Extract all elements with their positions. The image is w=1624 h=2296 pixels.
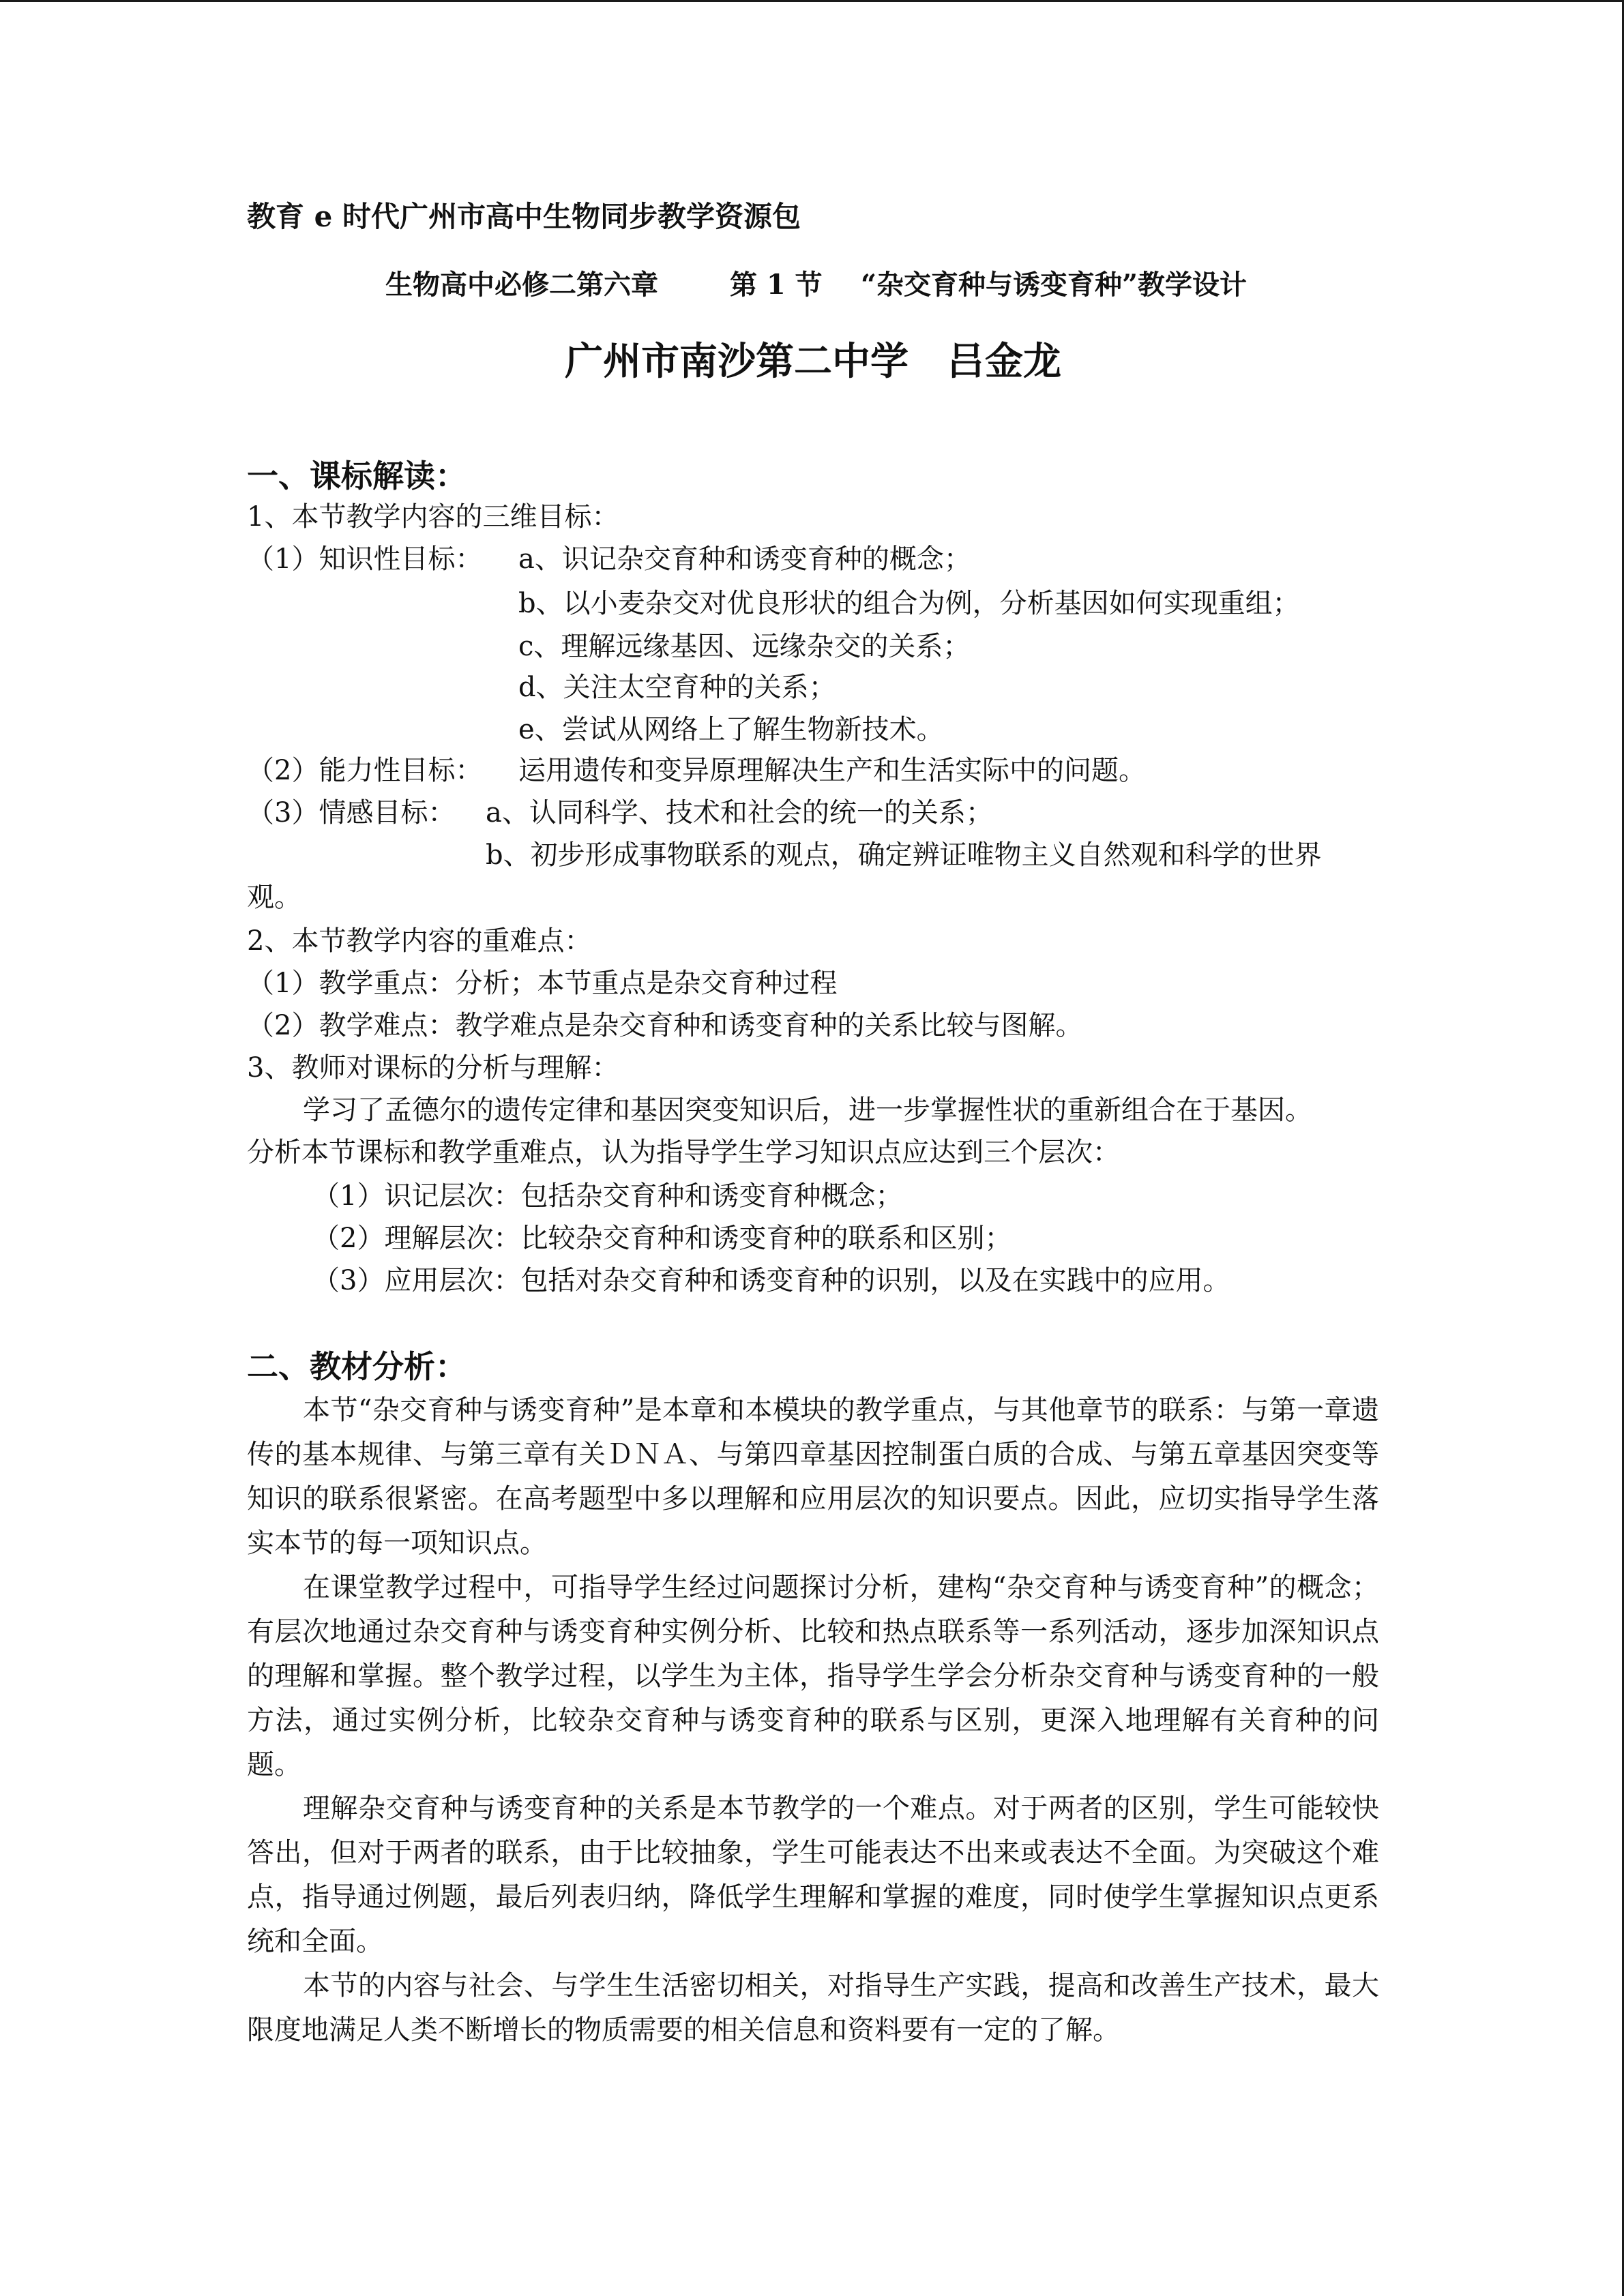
- section-2-heading: 二、教材分析：: [247, 1348, 467, 1385]
- emotion-goal-label: （3）情感目标：: [247, 797, 456, 829]
- knowledge-goal-b: b、以小麦杂交对优良形状的组合为例，分析基因如何实现重组；: [518, 588, 1300, 619]
- item-1-title: 1、本节教学内容的三维目标：: [247, 501, 619, 533]
- analysis-paragraph-1: 本节“杂交育种与诱变育种”是本章和本模块的教学重点，与其他章节的联系：与第一章遗传的基本规律、与第三章有关ＤＮＡ、与第四章基因控制蛋白质的合成、与第五章基因突变等知识的联系很紧密。在高考题型中多以理解和应用层次的知识要点。因此，应切实指导学生落实本节的每一项知识点。: [247, 1395, 1379, 1559]
- ability-goal-label: （2）能力性目标：: [247, 755, 483, 786]
- level-apply: （3）应用层次：包括对杂交育种和诱变育种的识别，以及在实践中的应用。: [312, 1265, 1230, 1296]
- analysis-paragraph-3: 理解杂交育种与诱变育种的关系是本节教学的一个难点。对于两者的区别，学生可能较快答出，但对于两者的联系，由于比较抽象，学生可能表达不出来或表达不全面。为突破这个难点，指导通过例题，最后列表归纳，降低学生理解和掌握的难度，同时使学生掌握知识点更系统和全面。: [247, 1793, 1379, 1957]
- knowledge-goal-c: c、理解远缘基因、远缘杂交的关系；: [518, 631, 971, 662]
- author-line: 广州市南沙第二中学 吕金龙: [565, 339, 1061, 384]
- emotion-goal-a: a、认同科学、技术和社会的统一的关系；: [486, 797, 993, 829]
- knowledge-goals-label: （1）知识性目标：: [247, 543, 483, 575]
- analysis-line-2: 分析本节课标和教学重难点，认为指导学生学习知识点应达到三个层次：: [247, 1137, 1120, 1168]
- knowledge-goal-a: a、识记杂交育种和诱变育种的概念；: [518, 543, 971, 575]
- knowledge-goal-e: e、尝试从网络上了解生物新技术。: [518, 714, 944, 745]
- analysis-line-1: 学习了孟德尔的遗传定律和基因突变知识后，进一步掌握性状的重新组合在于基因。: [303, 1094, 1312, 1126]
- item-2-title: 2、本节教学内容的重难点：: [247, 925, 592, 957]
- chapter-label: 生物高中必修二第六章: [385, 269, 658, 301]
- emotion-goal-b: b、初步形成事物联系的观点，确定辨证唯物主义自然观和科学的世界: [486, 839, 1322, 871]
- analysis-paragraph-2: 在课堂教学过程中，可指导学生经过问题探讨分析，建构“杂交育种与诱变育种”的概念；有层次地通过杂交育种与诱变育种实例分析、比较和热点联系等一系列活动，逐步加深知识点的理解和掌握。整个教学过程，以学生为主体，指导学生学会分析杂交育种与诱变育种的一般方法，通过实例分析，比较杂交育种与诱变育种的联系与区别，更深入地理解有关育种的问题。: [247, 1572, 1379, 1780]
- knowledge-goal-d: d、关注太空育种的关系；: [518, 672, 836, 703]
- topic-title: “杂交育种与诱变育种”教学设计: [861, 269, 1247, 301]
- series-header: 教育 e 时代广州市高中生物同步教学资源包: [247, 200, 801, 233]
- section-label: 第 1 节: [730, 269, 823, 301]
- item-3-title: 3、教师对课标的分析与理解：: [247, 1052, 619, 1084]
- emotion-goal-b-continued: 观。: [247, 882, 301, 913]
- analysis-paragraph-4: 本节的内容与社会、与学生生活密切相关，对指导生产实践，提高和改善生产技术，最大限度地满足人类不断增长的物质需要的相关信息和资料要有一定的了解。: [247, 1970, 1379, 2046]
- key-point: （1）教学重点：分析；本节重点是杂交育种过程: [247, 968, 838, 999]
- level-recall: （1）识记层次：包括杂交育种和诱变育种概念；: [312, 1180, 903, 1212]
- difficult-point: （2）教学难点：教学难点是杂交育种和诱变育种的关系比较与图解。: [247, 1010, 1083, 1041]
- level-understand: （2）理解层次：比较杂交育种和诱变育种的联系和区别；: [312, 1223, 1012, 1254]
- section-1-heading: 一、课标解读：: [247, 458, 467, 494]
- ability-goal: 运用遗传和变异原理解决生产和生活实际中的问题。: [518, 755, 1146, 786]
- page-border-top: [0, 0, 1624, 2]
